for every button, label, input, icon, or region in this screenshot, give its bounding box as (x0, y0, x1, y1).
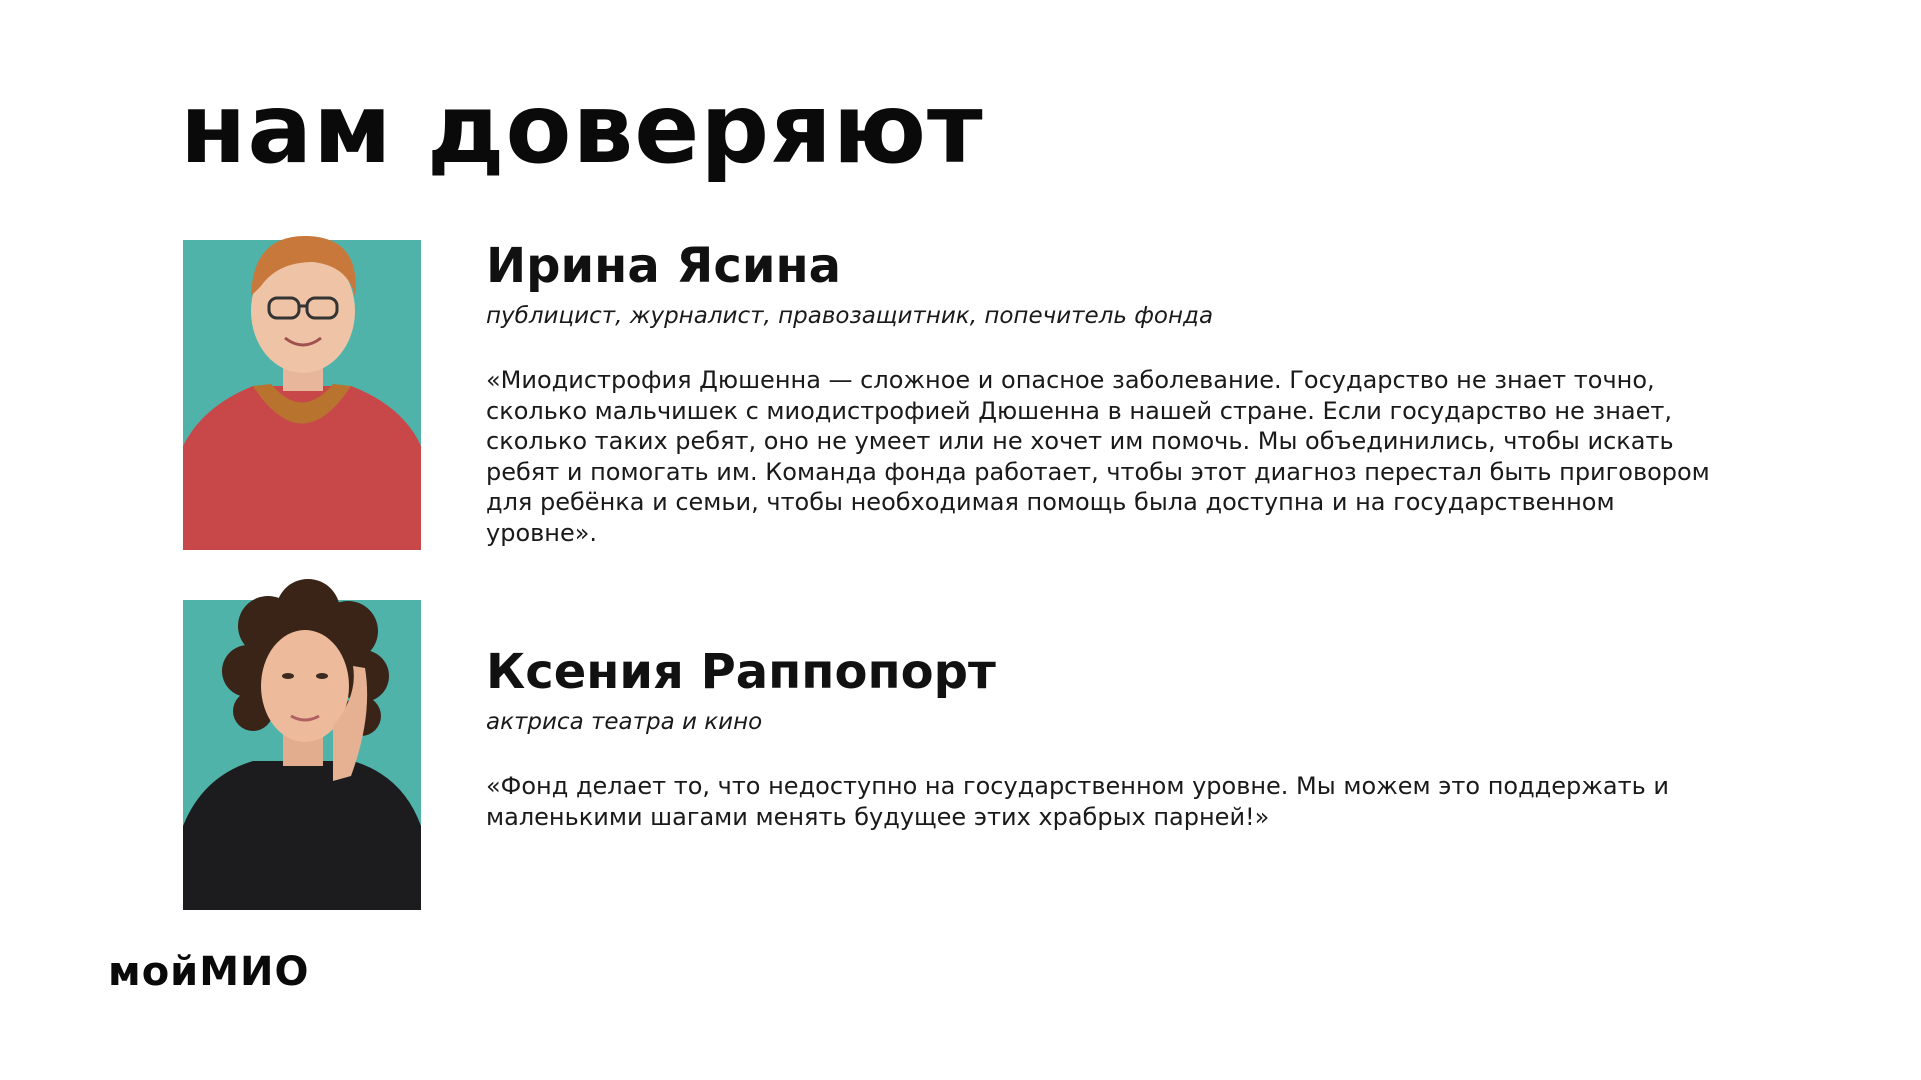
person-name: Ирина Ясина (486, 238, 842, 294)
brand-logo (108, 950, 324, 994)
person-quote: «Миодистрофия Дюшенна — сложное и опасное заболевание. Государство не знает точно, сколько мальчишек с миодистрофией Дюшенна в нашей стране. Если государство не знает, сколько таких ребят, оно не умеет или не хочет им помочь. Мы объединились, чтобы искать ребят и помогать им. Команда фонда работает, чтобы этот диагноз перестал быть приговором для ребёнка и семьи, чтобы необходимая помощь была доступна и на государственном уровне». (486, 366, 1710, 547)
person-name: Ксения Раппопорт (486, 644, 996, 700)
portrait-photo (183, 240, 421, 550)
testimonial-info (486, 238, 1736, 548)
portrait-image (183, 216, 421, 550)
logo-text: мойМИО (108, 949, 310, 995)
person-role: публицист, журналист, правозащитник, попечитель фонда (486, 302, 1214, 329)
page-title: нам доверяют (180, 73, 984, 185)
testimonial-ksenia (183, 578, 1743, 888)
testimonial-info (486, 644, 1736, 832)
person-role: актриса театра и кино (486, 708, 763, 735)
portrait-photo (183, 600, 421, 910)
portrait-image (183, 576, 421, 910)
person-quote: «Фонд делает то, что недоступно на государственном уровне. Мы можем это поддержать и маленькими шагами менять будущее этих храбрых парней!» (486, 772, 1669, 831)
testimonial-irina (183, 218, 1743, 547)
